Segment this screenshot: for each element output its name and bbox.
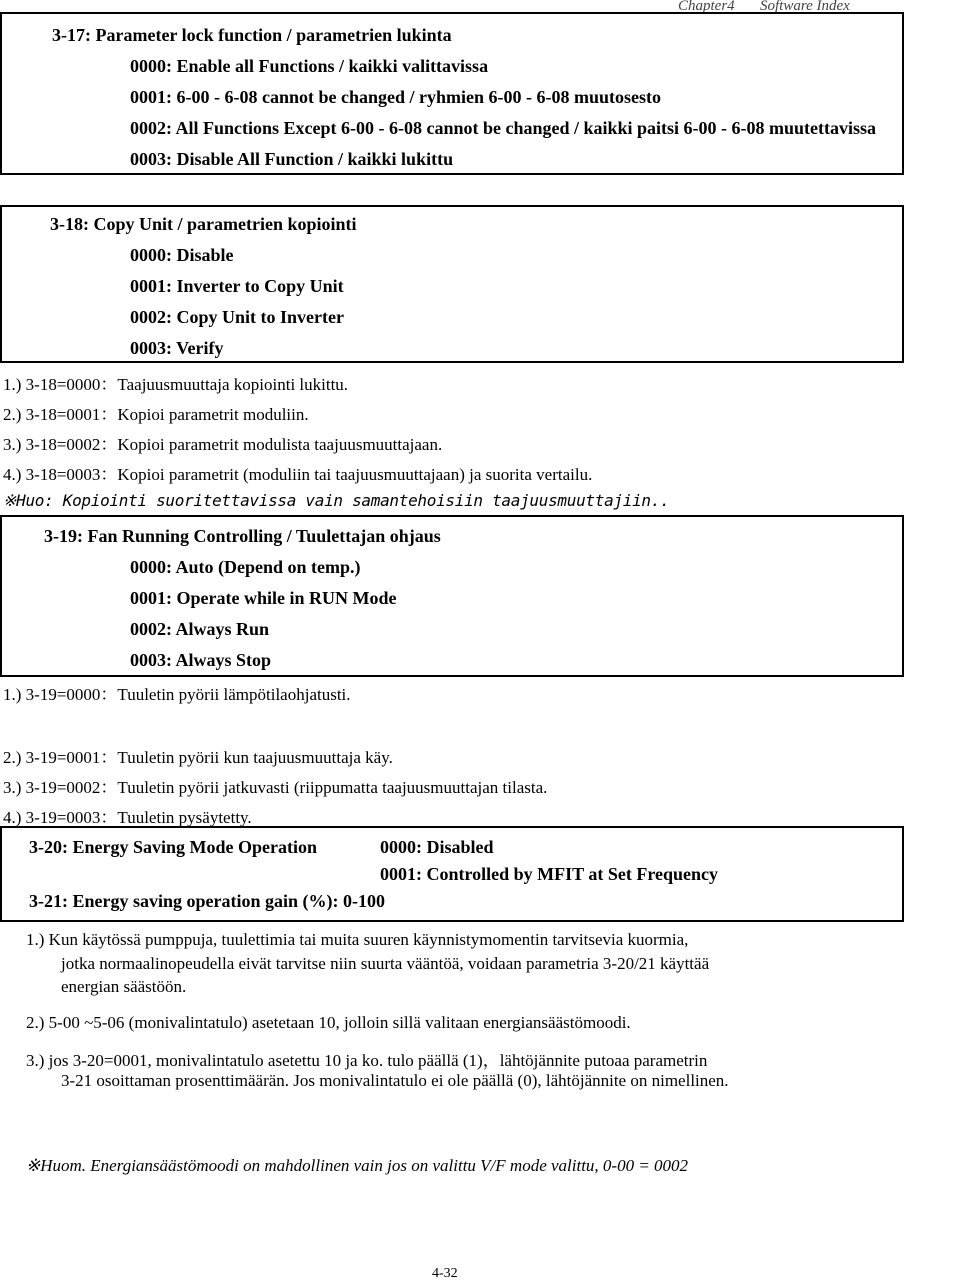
parameter-3-18-note: 1.) 3-18=0000：Taajuusmuuttaja kopiointi lukittu. bbox=[3, 375, 349, 394]
parameter-3-17-option: 0003: Disable All Function / kaikki lukittu bbox=[130, 149, 454, 169]
parameter-3-19-note: 2.) 3-19=0001：Tuuletin pyörii kun taajuusmuuttaja käy. bbox=[3, 748, 393, 767]
parameter-3-19-option: 0002: Always Run bbox=[130, 619, 270, 639]
energy-note: 3-21 osoittaman prosenttimäärän. Jos monivalintatulo ei ole päällä (0), lähtöjännite on nimellinen. bbox=[61, 1071, 729, 1090]
parameter-3-18-option: 0002: Copy Unit to Inverter bbox=[130, 307, 344, 327]
parameter-3-21-title: 3-21: Energy saving operation gain (%): 0-100 bbox=[29, 891, 385, 911]
parameter-3-18-title: 3-18: Copy Unit / parametrien kopiointi bbox=[50, 214, 357, 234]
parameter-3-18-option: 0003: Verify bbox=[130, 338, 224, 358]
energy-note: 3.) jos 3-20=0001, monivalintatulo asetettu 10 ja ko. tulo päällä (1)，lähtöjännite putoaa parametrin bbox=[26, 1051, 708, 1070]
parameter-3-20-box bbox=[0, 826, 904, 922]
parameter-3-20-option: 0001: Controlled by MFIT at Set Frequency bbox=[380, 864, 718, 884]
parameter-3-19-option: 0000: Auto (Depend on temp.) bbox=[130, 557, 361, 577]
parameter-3-18-note: 2.) 3-18=0001：Kopioi parametrit moduliin. bbox=[3, 405, 309, 424]
parameter-3-17-title: 3-17: Parameter lock function / parametrien lukinta bbox=[52, 25, 452, 45]
page-number: 4-32 bbox=[432, 1266, 458, 1281]
parameter-3-17-option: 0000: Enable all Functions / kaikki valittavissa bbox=[130, 56, 489, 76]
parameter-3-19-box bbox=[0, 515, 904, 677]
parameter-3-18-note: 4.) 3-18=0003：Kopioi parametrit (moduliin tai taajuusmuuttajaan) ja suorita vertailu. bbox=[3, 465, 593, 484]
parameter-3-18-option: 0000: Disable bbox=[130, 245, 234, 265]
energy-note: energian säästöön. bbox=[61, 977, 187, 996]
footnote: ※Huom. Energiansäästömoodi on mahdollinen vain jos on valittu V/F mode valittu, 0-00 = 0002 bbox=[26, 1156, 689, 1175]
parameter-3-20-title: 3-20: Energy Saving Mode Operation bbox=[29, 837, 317, 857]
energy-note: 1.) Kun käytössä pumppuja, tuulettimia tai muita suuren käynnistymomentin tarvitsevia kuormia, bbox=[26, 930, 689, 949]
parameter-3-19-note: 1.) 3-19=0000：Tuuletin pyörii lämpötilaohjatusti. bbox=[3, 685, 351, 704]
parameter-3-18-box bbox=[0, 205, 904, 363]
parameter-3-19-option: 0001: Operate while in RUN Mode bbox=[130, 588, 397, 608]
parameter-3-18-note: 3.) 3-18=0002：Kopioi parametrit modulista taajuusmuuttajaan. bbox=[3, 435, 443, 454]
parameter-3-17-option: 0001: 6-00 - 6-08 cannot be changed / ryhmien 6-00 - 6-08 muutosesto bbox=[130, 87, 661, 107]
chapter-label: Chapter4 bbox=[678, 0, 735, 14]
energy-note: 2.) 5-00 ~5-06 (monivalintatulo) asetetaan 10, jolloin sillä valitaan energiansäästömoodi. bbox=[26, 1013, 631, 1032]
parameter-3-19-note: 3.) 3-19=0002：Tuuletin pyörii jatkuvasti (riippumatta taajuusmuuttajan tilasta. bbox=[3, 778, 548, 797]
parameter-3-18-option: 0001: Inverter to Copy Unit bbox=[130, 276, 344, 296]
parameter-3-17-box bbox=[0, 12, 904, 175]
parameter-3-20-option: 0000: Disabled bbox=[380, 837, 494, 857]
parameter-3-19-option: 0003: Always Stop bbox=[130, 650, 272, 670]
energy-note: jotka normaalinopeudella eivät tarvitse niin suurta vääntöä, voidaan parametria 3-20/21 käyttää bbox=[61, 954, 710, 973]
parameter-3-19-title: 3-19: Fan Running Controlling / Tuulettajan ohjaus bbox=[44, 526, 441, 546]
parameter-3-18-warning: ※Huo: Kopiointi suoritettavissa vain samantehoisiin taajuusmuuttajiin.. bbox=[3, 491, 670, 510]
parameter-3-17-option: 0002: All Functions Except 6-00 - 6-08 cannot be changed / kaikki paitsi 6-00 - 6-08 muutettavissa bbox=[130, 118, 877, 138]
section-label: Software Index bbox=[760, 0, 850, 14]
parameter-3-19-note: 4.) 3-19=0003：Tuuletin pysäytetty. bbox=[3, 808, 252, 827]
